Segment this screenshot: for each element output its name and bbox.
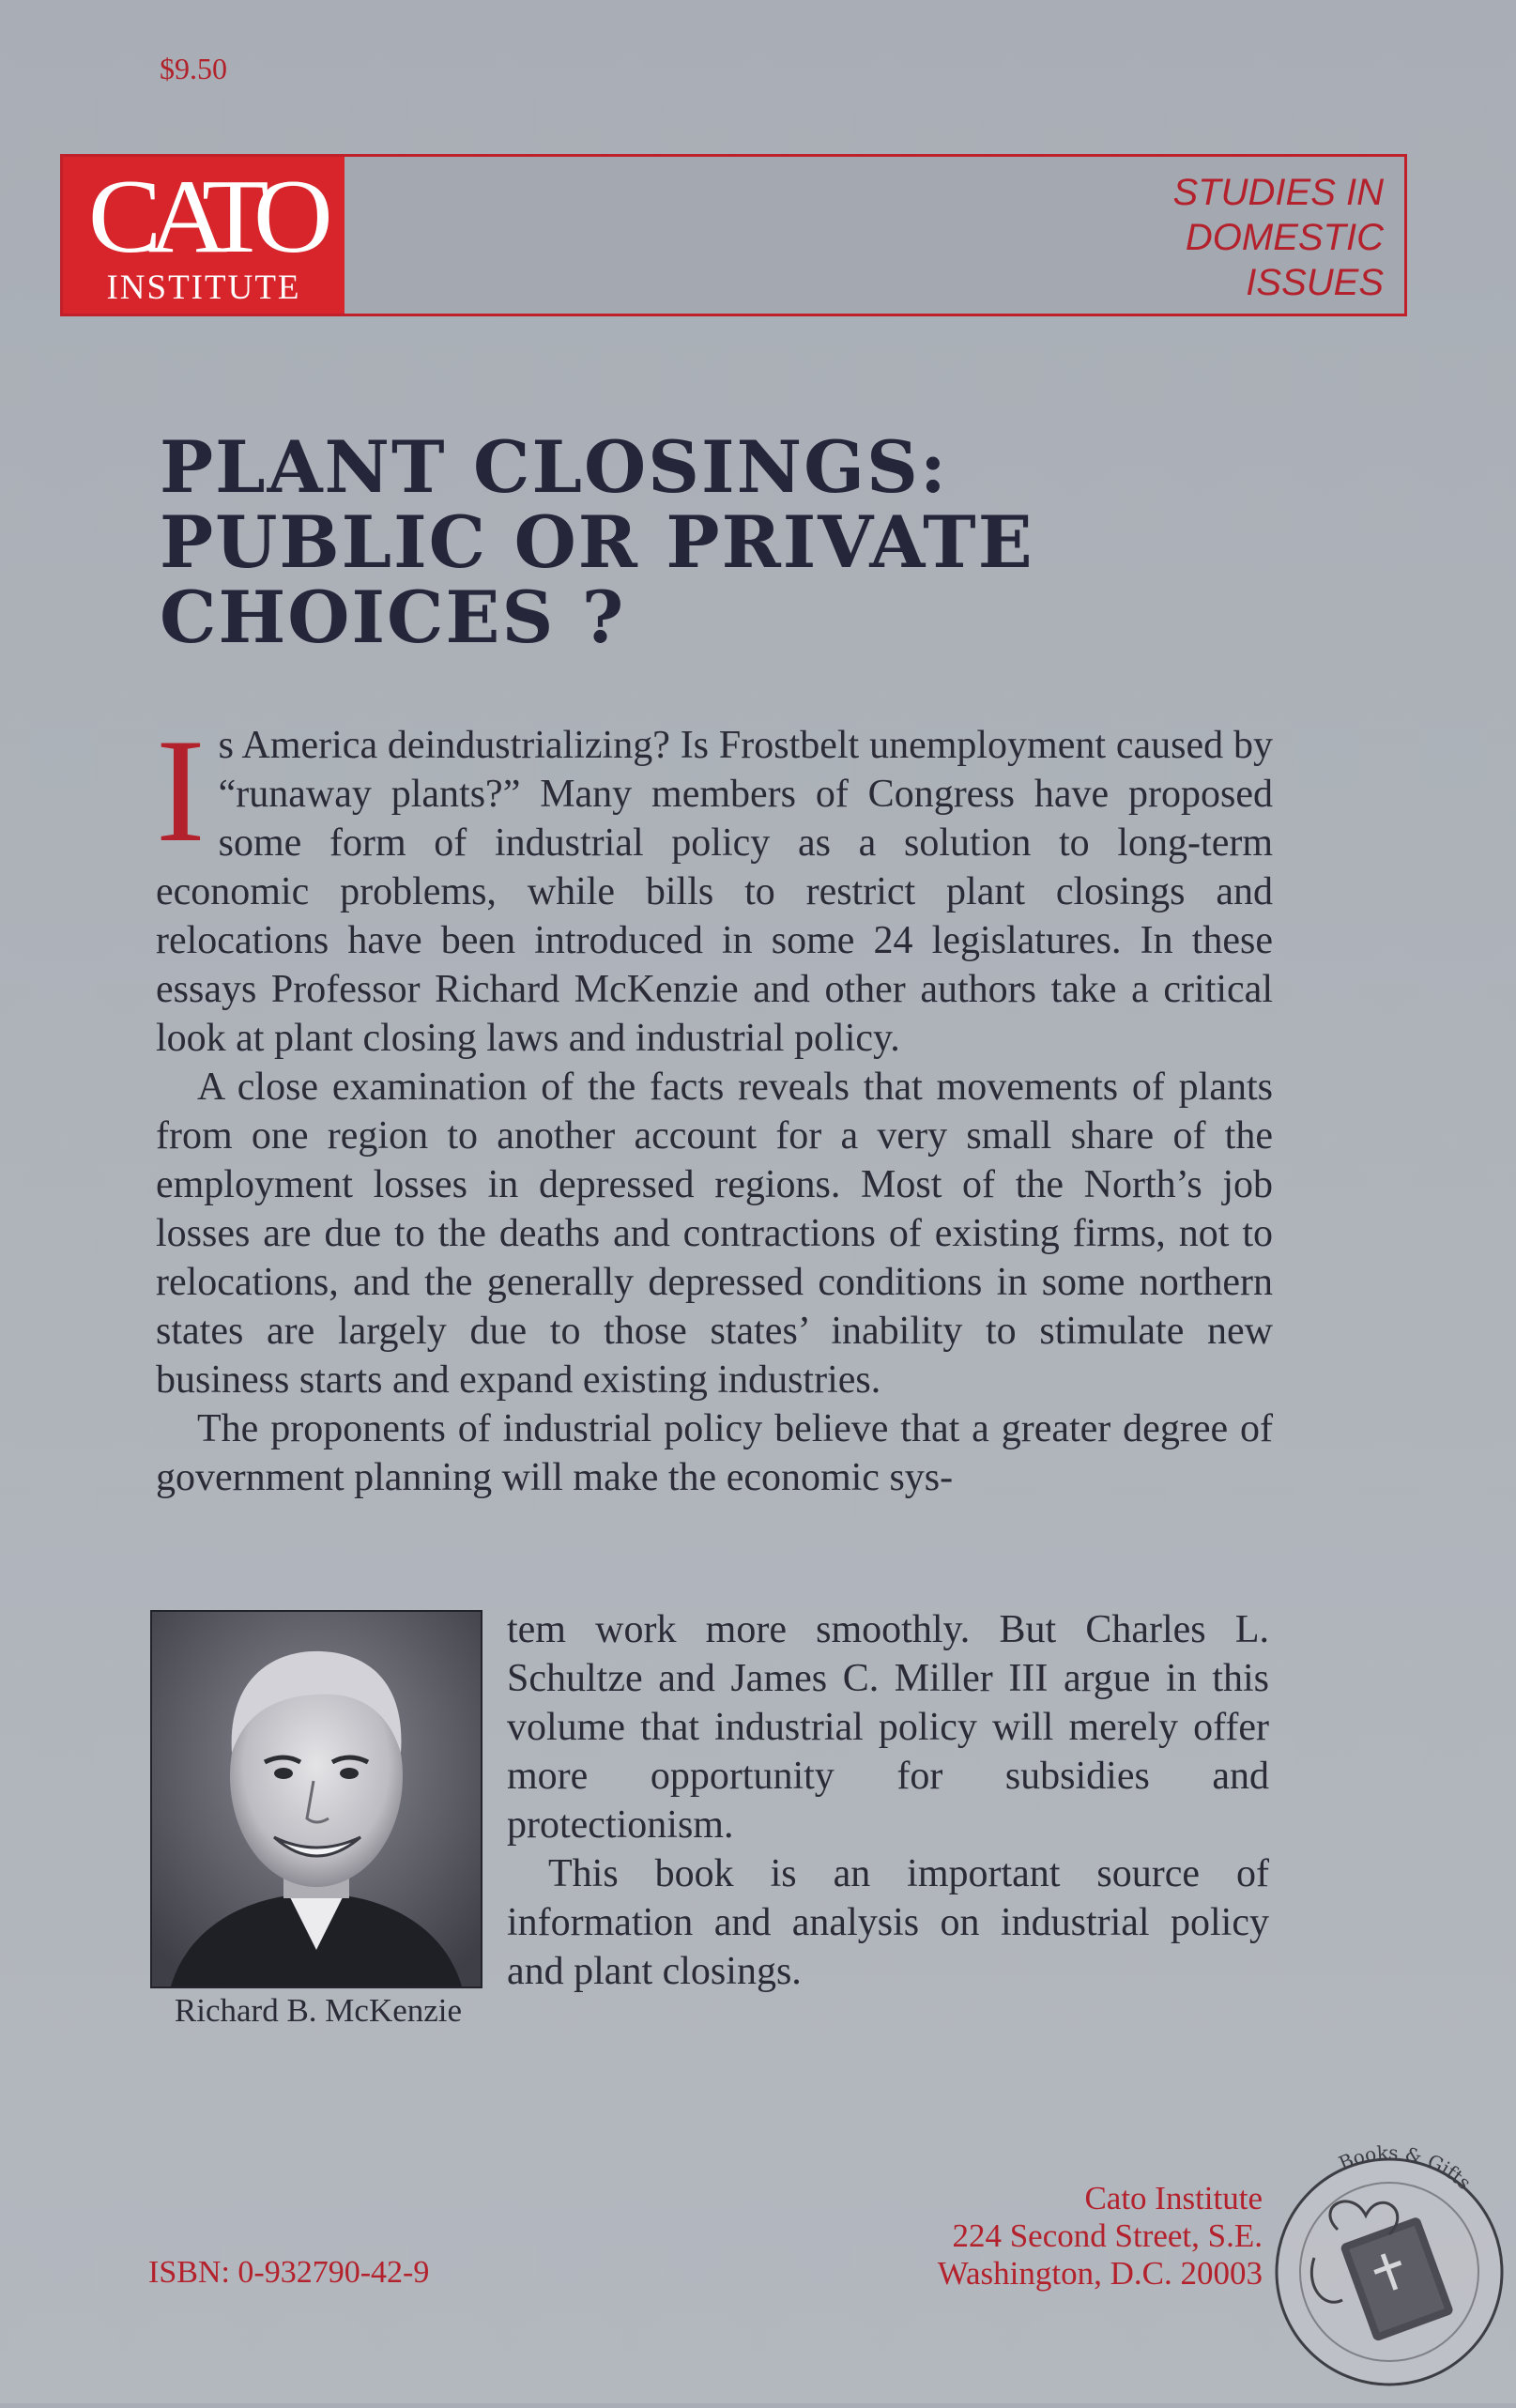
series-label	[1102, 170, 1384, 305]
portrait-photo	[152, 1612, 481, 1986]
price-label: $9.50	[160, 52, 227, 85]
book-title	[160, 425, 1192, 659]
paragraph-4: This book is an important source of information and analysis on industrial policy and plant closings.	[507, 1852, 1269, 1993]
stamp-top-text: Books & Gifts	[1335, 2140, 1477, 2195]
address-line: Cato Institute	[1084, 2180, 1263, 2216]
portrait-caption: Richard B. McKenzie	[174, 1992, 463, 2029]
publisher-banner	[60, 154, 1407, 316]
series-line: ISSUES	[1246, 262, 1384, 303]
blurb-text-continued	[507, 1605, 1269, 1996]
blurb-text	[156, 709, 1273, 1502]
author-portrait	[150, 1610, 482, 1988]
title-line: PLANT CLOSINGS:	[160, 425, 948, 509]
publisher-address	[938, 2180, 1263, 2293]
paragraph-3-rest: tem work more smoothly. But Charles L. Schultze and James C. Miller III argue in this volume that industrial policy will merely offer more opportunity for subsidies and protectionism.	[507, 1608, 1269, 1847]
isbn-label: ISBN: 0-932790-42-9	[148, 2255, 430, 2290]
book-stamp-icon	[1248, 2122, 1516, 2403]
address-line: Washington, D.C. 20003	[937, 2255, 1263, 2292]
title-line: PUBLIC OR PRIVATE	[160, 500, 1034, 584]
paragraph-3-start: The proponents of industrial policy believe that a greater degree of government planning will make the economic sys-	[156, 1407, 1273, 1499]
paragraph-2: A close examination of the facts reveals that movements of plants from one region to another account for a very small share of the employment losses in depressed regions. Most of the North’s job losses are due to the deaths and contractions of existing firms, not to relocations, and the generally depressed conditions in some northern states are largely due to those states’ inability to stimulate new business starts and expand existing industries.	[156, 1066, 1273, 1402]
logo-word: CATO	[87, 159, 320, 275]
series-line: DOMESTIC	[1185, 217, 1384, 258]
bookseller-stamp	[1248, 2122, 1516, 2403]
logo-subtitle: INSTITUTE	[106, 268, 301, 307]
address-line: 224 Second Street, S.E.	[952, 2217, 1263, 2254]
series-line: STUDIES IN	[1172, 172, 1384, 213]
cato-logo	[63, 157, 345, 314]
drop-cap: I	[156, 709, 206, 873]
paragraph-1: s America deindustrializing? Is Frostbelt unemployment caused by “runaway plants?” Many members of Congress have proposed some form of industrial policy as a solution to long-term economic problems, while bills to restrict plant closings and relocations have been introduced in some 24 legislatures. In these essays Professor Richard McKenzie and other authors take a critical look at plant closing laws and industrial policy.	[156, 724, 1273, 1060]
title-line: CHOICES ?	[160, 575, 626, 659]
